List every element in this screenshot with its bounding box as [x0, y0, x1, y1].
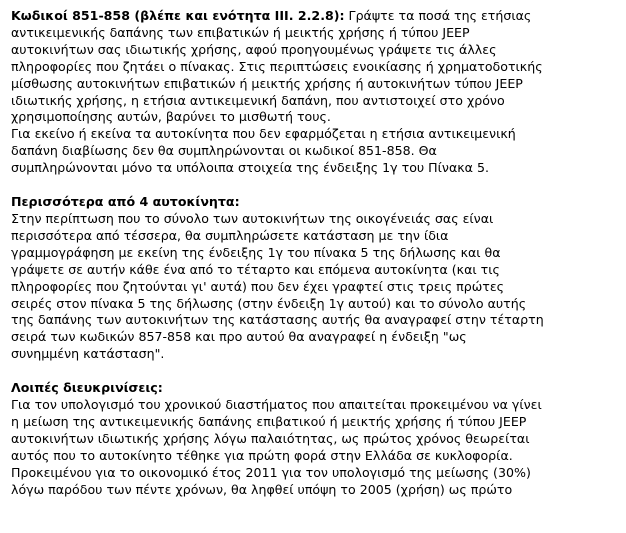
section-codes-851-858 — [11, 8, 623, 126]
section-more-than-4-cars-body: Στην περίπτωση που το σύνολο των αυτοκινήτων της οικογένειάς σας είναι περισσότερα από τέσσερα, θα συμπληρώσετε κατάσταση με την ίδια γραμμογράφηση με εκείνη της ένδειξης 1γ του πίνακα 5 της δήλωσης και θα γράψετε σε αυτήν κάθε ένα από το τέταρτο και επόμενα αυτοκίνητα (και τις πληροφορίες που ζητούνται γι' αυτά) που δεν έχει γραφτεί στις τρεις πρώτες σειρές στον πίνακα 5 της δήλωσης (στην ένδειξη 1γ αυτού) και το σύνολο αυτής της δαπάνης των αυτοκινήτων της κατάστασης αυτής θα αναγραφεί στην τέταρτη σειρά των κωδικών 857-858 και προ αυτού θα αναγραφεί η ένδειξη "ως συνημμένη κατάσταση". — [11, 210, 544, 362]
paragraph-gap — [11, 177, 623, 194]
paragraph-gap — [11, 363, 623, 380]
section-codes-note: Για εκείνο ή εκείνα τα αυτοκίνητα που δεν εφαρμόζεται η ετήσια αντικειμενική δαπάνη διαβίωσης δεν θα συμπληρώνονται οι κωδικοί 851-858. Θα συμπληρώνονται μόνο τα υπόλοιπα στοιχεία της ένδειξης 1γ του Πίνακα 5. — [11, 126, 516, 176]
section-codes-heading: Κωδικοί 851-858 (βλέπε και ενότητα ΙΙΙ. 2.2.8): — [11, 8, 345, 23]
document-page — [11, 8, 623, 498]
section-codes-body: Γράψτε τα ποσά της ετήσιας αντικειμενικής δαπάνης των επιβατικών ή μεικτής χρήσης ή τύπου JEEP αυτοκινήτων σας ιδιωτικής χρήσης, αφού προηγουμένως γράψετε τις άλλες πληροφορίες που ζητάει ο πίνακας. Στις περιπτώσεις ενοικίασης ή χρηματοδοτικής μίσθωσης αυτοκινήτων επιβατικών ή μεικτής χρήσης ή αυτοκινήτων τύπου JEEP ιδιωτικής χρήσης, η ετήσια αντικειμενική δαπάνη, που αντιστοιχεί στο χρόνο χρησιμοποίησης αυτών, βαρύνει το μισθωτή τους. — [11, 8, 543, 125]
section-other-clarifications-body: Για τον υπολογισμό του χρονικού διαστήματος που απαιτείται προκειμένου να γίνει η μείωση της αντικειμενικής δαπάνης επιβατικού ή μεικτής χρήσης ή τύπου JEEP αυτοκινήτων ιδιωτικής χρήσης λόγω παλαιότητας, ως πρώτος χρόνος θεωρείται αυτός που το αυτοκίνητο τέθηκε για πρώτη φορά στην Ελλάδα σε κυκλοφορία. Προκειμένου για το οικονομικό έτος 2011 για τον υπολογισμό της μείωσης (30%) λόγω παρόδου των πέντε χρόνων, θα ληφθεί υπόψη το 2005 (χρήση) ως πρώτο — [11, 397, 542, 497]
section-more-than-4-cars-heading: Περισσότερα από 4 αυτοκίνητα: — [11, 194, 240, 210]
section-other-clarifications-heading: Λοιπές διευκρινίσεις: — [11, 380, 163, 396]
